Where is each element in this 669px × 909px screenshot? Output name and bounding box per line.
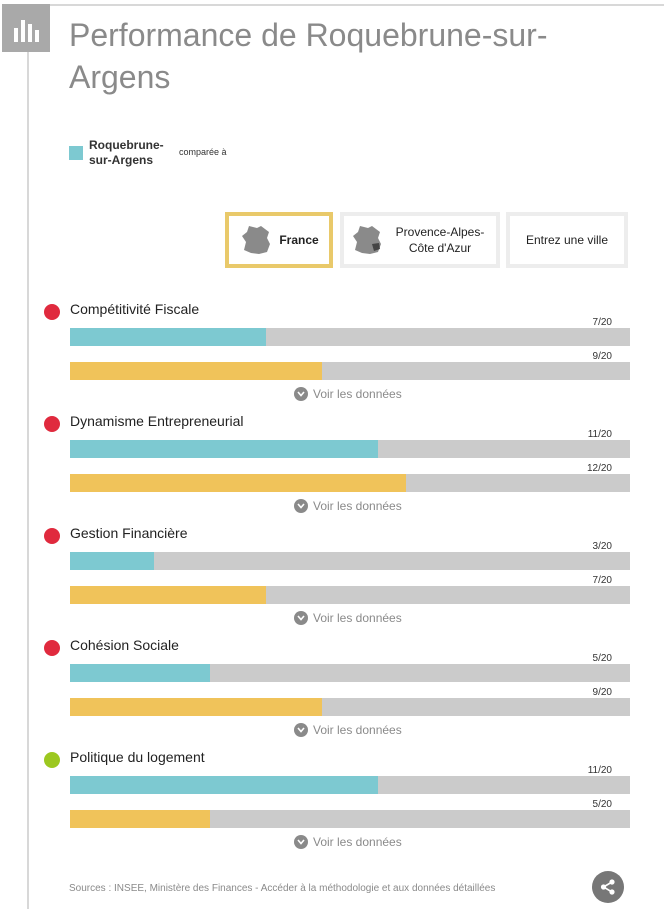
category-name: Politique du logement (70, 749, 205, 765)
reference-bar-fill (70, 698, 322, 716)
legend-city-label: Roquebrune-sur-Argens (89, 138, 164, 167)
category-block (44, 301, 634, 401)
category-block (44, 637, 634, 737)
reference-bar-track (70, 474, 630, 492)
city-color-swatch (69, 146, 83, 160)
page-title: Performance de Roquebrune-sur-Argens (69, 17, 548, 95)
city-bar-track (70, 328, 630, 346)
see-data-label: Voir les données (313, 723, 402, 737)
city-bar-fill (70, 552, 154, 570)
reference-bar-fill (70, 362, 322, 380)
city-score: 5/20 (592, 653, 612, 664)
reference-bar-track (70, 586, 630, 604)
see-data-label: Voir les données (313, 499, 402, 513)
reference-score: 12/20 (586, 463, 612, 474)
reference-bar-track (70, 362, 630, 380)
category-name: Gestion Financière (70, 525, 188, 541)
status-dot (44, 416, 60, 432)
chevron-down-icon (294, 499, 308, 513)
see-data-link[interactable] (294, 835, 402, 849)
category-name: Dynamisme Entrepreneurial (70, 413, 244, 429)
reference-bar-fill (70, 810, 210, 828)
category-block (44, 413, 634, 513)
city-bar-track (70, 440, 630, 458)
see-data-label: Voir les données (313, 611, 402, 625)
see-data-link[interactable] (294, 499, 402, 513)
see-data-label: Voir les données (313, 387, 402, 401)
share-button[interactable] (592, 871, 624, 903)
city-score: 11/20 (587, 429, 612, 440)
compare-city-label: Entrez une ville (525, 233, 609, 247)
status-dot (44, 528, 60, 544)
city-bar-track (70, 776, 630, 794)
reference-bar-fill (70, 474, 406, 492)
see-data-link[interactable] (294, 611, 402, 625)
chevron-down-icon (294, 835, 308, 849)
city-bar-fill (70, 328, 266, 346)
compare-city-button[interactable] (506, 212, 628, 268)
category-block (44, 525, 634, 625)
see-data-link[interactable] (294, 723, 402, 737)
reference-score: 7/20 (592, 575, 612, 586)
city-score: 11/20 (587, 765, 612, 776)
chevron-down-icon (294, 611, 308, 625)
legend (69, 138, 227, 168)
share-icon (599, 878, 617, 896)
bar-chart-icon (2, 4, 50, 52)
reference-bar-fill (70, 586, 266, 604)
status-dot (44, 640, 60, 656)
category-name: Compétitivité Fiscale (70, 301, 200, 317)
reference-score: 5/20 (592, 799, 612, 810)
city-bar-track (70, 664, 630, 682)
sources-text[interactable]: Sources : INSEE, Ministère des Finances - Accéder à la méthodologie et aux données détaillées (69, 883, 496, 894)
compare-france-label: France (279, 233, 319, 247)
status-dot (44, 752, 60, 768)
city-bar-track (70, 552, 630, 570)
city-bar-fill (70, 664, 210, 682)
chevron-down-icon (294, 723, 308, 737)
region-map-icon (350, 224, 384, 256)
city-score: 3/20 (592, 541, 612, 552)
city-bar-fill (70, 440, 378, 458)
reference-bar-track (70, 810, 630, 828)
chevron-down-icon (294, 387, 308, 401)
compare-region-button[interactable] (340, 212, 500, 268)
france-map-icon (239, 224, 273, 256)
city-bar-fill (70, 776, 378, 794)
reference-bar-track (70, 698, 630, 716)
see-data-label: Voir les données (313, 835, 402, 849)
city-score: 7/20 (592, 317, 612, 328)
category-block (44, 749, 634, 849)
compare-region-label: Provence-Alpes-Côte d'Azur (395, 225, 485, 255)
reference-score: 9/20 (592, 687, 612, 698)
see-data-link[interactable] (294, 387, 402, 401)
compare-france-button[interactable] (225, 212, 333, 268)
status-dot (44, 304, 60, 320)
reference-score: 9/20 (592, 351, 612, 362)
category-name: Cohésion Sociale (70, 637, 179, 653)
legend-compare-label: comparée à (179, 147, 227, 157)
